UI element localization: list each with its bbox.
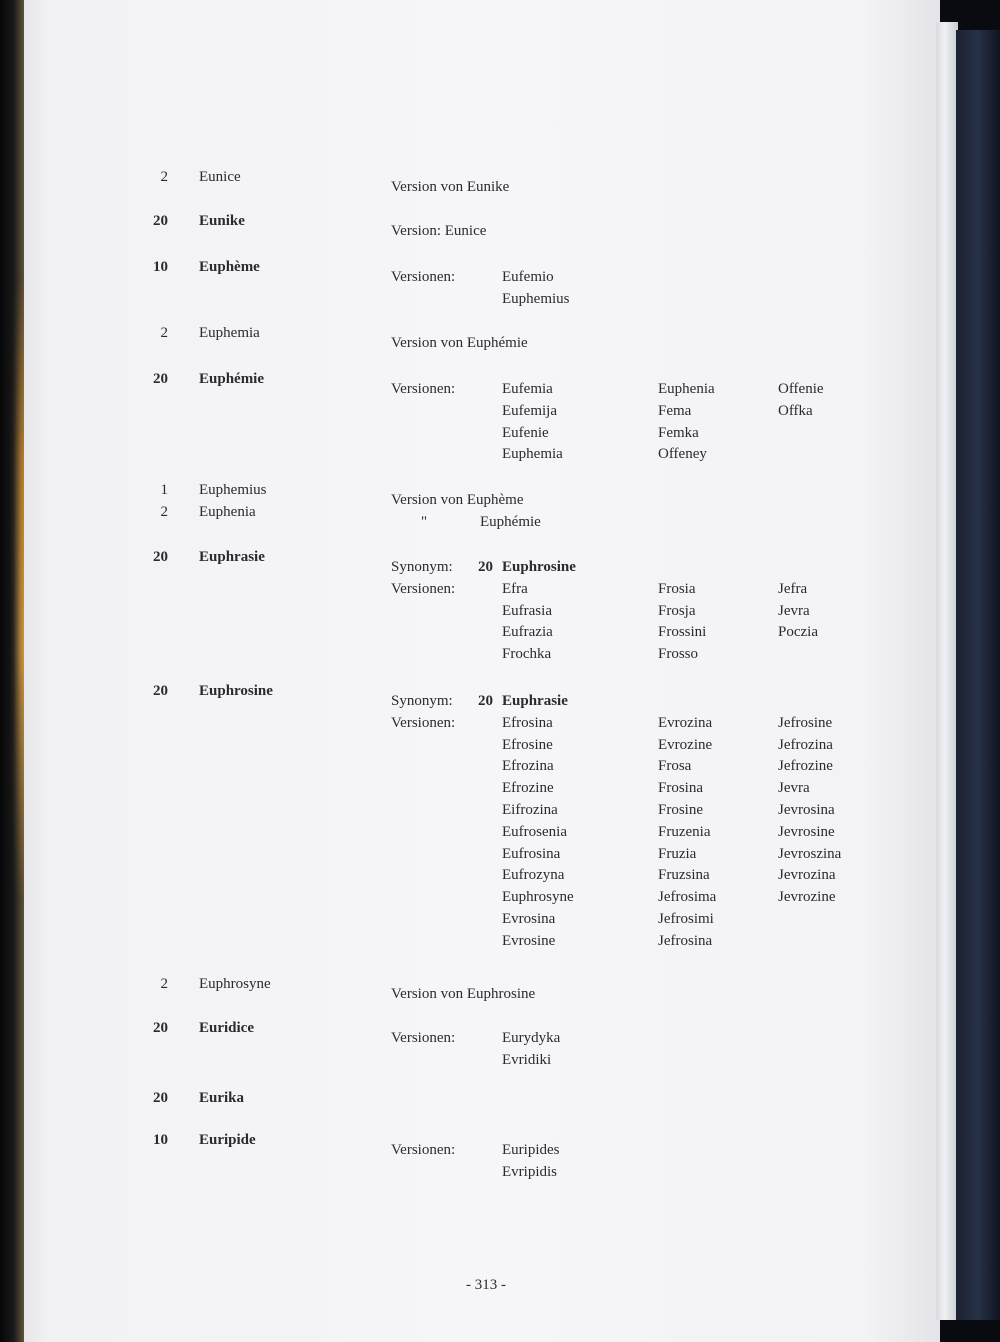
entry-description: Version: Eunice bbox=[391, 223, 487, 239]
entry-name: Eurika bbox=[199, 1090, 245, 1106]
version-name: Evrozina bbox=[658, 714, 713, 731]
version-name: Euphenia bbox=[658, 381, 715, 397]
entry-frequency: 20 bbox=[153, 213, 168, 229]
entry-frequency: 20 bbox=[153, 683, 168, 699]
version-name: Jevra bbox=[778, 780, 810, 797]
entry-frequency: 10 bbox=[153, 1132, 168, 1148]
version-name: Eufemija bbox=[502, 402, 557, 419]
version-name: Frosia bbox=[658, 580, 696, 597]
entry-frequency: 2 bbox=[160, 169, 168, 185]
version-name: Euphrosyne bbox=[502, 889, 574, 906]
synonym-name: Euphrasie bbox=[502, 693, 568, 709]
version-name: Eufenie bbox=[502, 424, 549, 441]
entry-name: Euphémie bbox=[199, 371, 265, 387]
version-name: Jevra bbox=[778, 602, 810, 619]
version-name: Efra bbox=[502, 580, 528, 597]
entry-description: Version von Euphémie bbox=[391, 335, 528, 351]
version-name: Eufrozyna bbox=[502, 867, 565, 884]
version-name: Jevrozina bbox=[778, 867, 836, 884]
version-name: Euphemia bbox=[502, 446, 563, 463]
entry-name: Euripide bbox=[199, 1132, 256, 1148]
version-name: Offenie bbox=[778, 381, 824, 397]
version-name: Femka bbox=[658, 424, 699, 441]
entry-name: Euphenia bbox=[199, 504, 256, 520]
version-name: Jefra bbox=[778, 580, 808, 597]
version-name: Evrosine bbox=[502, 932, 556, 949]
entry-name: Euphème bbox=[199, 259, 260, 275]
entry-frequency: 20 bbox=[153, 371, 168, 387]
entry-name: Euphrosyne bbox=[199, 976, 271, 992]
version-name: Euripides bbox=[502, 1142, 560, 1158]
version-name: Offeney bbox=[658, 446, 707, 463]
version-name: Efrosina bbox=[502, 714, 553, 731]
version-name: Efrozina bbox=[502, 758, 554, 775]
version-name: Fema bbox=[658, 402, 692, 419]
version-name: Jefrozine bbox=[778, 758, 833, 775]
synonym-label: Synonym: bbox=[391, 693, 453, 709]
entry-name: Euridice bbox=[199, 1020, 254, 1036]
version-name: Jefrozina bbox=[778, 736, 833, 753]
entry-frequency: 20 bbox=[153, 1020, 168, 1036]
version-name: Eurydyka bbox=[502, 1030, 561, 1046]
version-name: Offka bbox=[778, 402, 813, 419]
page-number: - 313 - bbox=[466, 1277, 506, 1293]
version-name: Frochka bbox=[502, 646, 552, 663]
versions-label: Versionen: bbox=[391, 269, 456, 285]
version-name: Jevrosine bbox=[778, 823, 835, 840]
version-name: Jefrosimi bbox=[658, 911, 714, 927]
version-name: Frosa bbox=[658, 758, 692, 775]
version-name: Eifrozina bbox=[502, 802, 558, 818]
ditto-mark: " bbox=[421, 514, 428, 530]
version-name: Eufemio bbox=[502, 269, 554, 285]
version-name: Euphemius bbox=[502, 290, 570, 307]
entry-frequency: 2 bbox=[160, 504, 168, 520]
version-name: Efrozine bbox=[502, 780, 554, 797]
entry-frequency: 10 bbox=[153, 259, 168, 275]
entry-name: Euphrosine bbox=[199, 683, 273, 699]
entry-description: Version von Euphème bbox=[391, 492, 524, 508]
version-name: Jevrosina bbox=[778, 802, 835, 818]
entry-frequency: 20 bbox=[153, 549, 168, 565]
version-name: Eufrazia bbox=[502, 624, 553, 641]
version-name: Jefrosina bbox=[658, 932, 713, 949]
page-stack-edge bbox=[936, 22, 958, 1320]
entry-description: Euphémie bbox=[480, 514, 541, 530]
book-cover-right bbox=[956, 30, 1000, 1320]
version-name: Fruzia bbox=[658, 845, 697, 862]
version-name: Frosine bbox=[658, 802, 703, 818]
version-name: Jefrosine bbox=[778, 714, 833, 731]
versions-label: Versionen: bbox=[391, 580, 456, 597]
version-name: Poczia bbox=[778, 624, 818, 641]
version-name: Efrosine bbox=[502, 736, 553, 753]
entry-name: Euphemia bbox=[199, 325, 260, 341]
version-name: Eufemia bbox=[502, 381, 553, 397]
synonym-frequency: 20 bbox=[478, 693, 493, 709]
version-name: Evripidis bbox=[502, 1163, 557, 1180]
versions-label: Versionen: bbox=[391, 381, 456, 397]
entry-frequency: 1 bbox=[160, 482, 168, 498]
entry-name: Euphemius bbox=[199, 482, 267, 498]
entry-name: Euphrasie bbox=[199, 549, 265, 565]
entry-name: Eunice bbox=[199, 169, 241, 185]
version-name: Evrozine bbox=[658, 736, 713, 753]
version-name: Evrosina bbox=[502, 911, 556, 927]
versions-label: Versionen: bbox=[391, 1030, 456, 1046]
versions-label: Versionen: bbox=[391, 1142, 456, 1158]
version-name: Eufrosina bbox=[502, 845, 561, 862]
synonym-label: Synonym: bbox=[391, 559, 453, 575]
version-name: Fruzsina bbox=[658, 867, 710, 884]
version-name: Frosja bbox=[658, 602, 696, 619]
synonym-frequency: 20 bbox=[478, 559, 493, 575]
version-name: Jevrozine bbox=[778, 889, 836, 906]
entry-frequency: 20 bbox=[153, 1090, 168, 1106]
version-name: Jefrosima bbox=[658, 889, 717, 906]
version-name: Evridiki bbox=[502, 1051, 552, 1068]
version-name: Eufrosenia bbox=[502, 823, 567, 840]
entry-frequency: 2 bbox=[160, 976, 168, 992]
synonym-name: Euphrosine bbox=[502, 559, 576, 575]
version-name: Jevroszina bbox=[778, 845, 842, 862]
entry-frequency: 2 bbox=[160, 325, 168, 341]
version-name: Fruzenia bbox=[658, 823, 711, 840]
version-name: Eufrasia bbox=[502, 602, 552, 619]
version-name: Frossini bbox=[658, 624, 707, 641]
entry-description: Version von Eunike bbox=[391, 179, 510, 195]
entry-name: Eunike bbox=[199, 213, 245, 229]
version-name: Frosso bbox=[658, 646, 699, 663]
entry-description: Version von Euphrosine bbox=[391, 986, 536, 1002]
versions-label: Versionen: bbox=[391, 714, 456, 731]
version-name: Frosina bbox=[658, 780, 703, 797]
